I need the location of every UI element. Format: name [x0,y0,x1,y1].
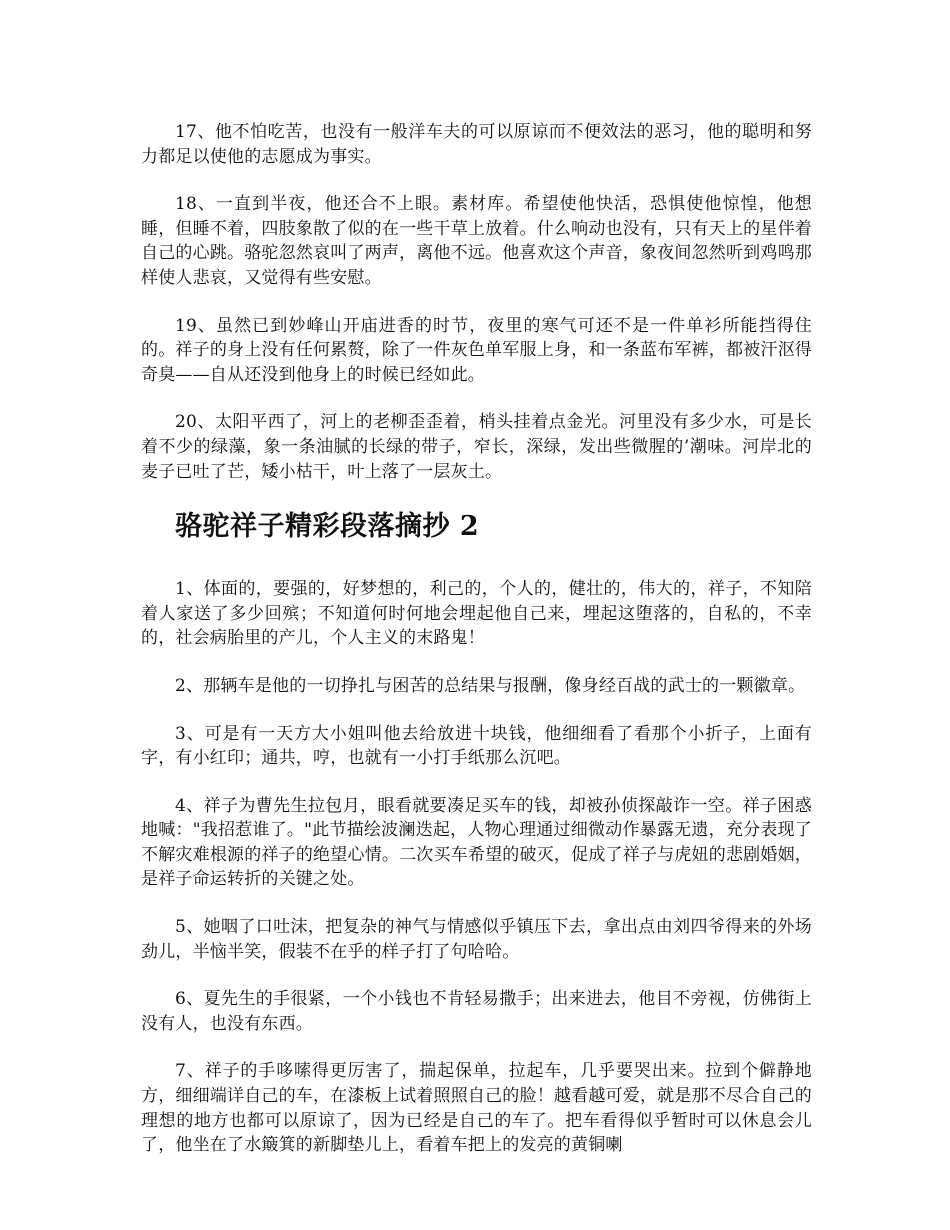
paragraph-18: 18、一直到半夜，他还合不上眼。素材库。希望使他快活，恐惧使他惊惶，他想睡，但睡不着，四肢象散了似的在一些干草上放着。什么响动也没有，只有天上的星伴着自己的心跳。骆驼忽然哀叫了两声，离他不远。他喜欢这个声音，象夜间忽然听到鸡鸣那样使人悲哀，又觉得有些安慰。 [141,194,812,288]
paragraph-3: 3、可是有一天方大小姐叫他去给放进十块钱，他细细看了看那个小折子，上面有字，有小红印；通共，哼，也就有一小打手纸那么沉吧。 [141,723,812,769]
paragraph-19: 19、虽然已到妙峰山开庙进香的时节，夜里的寒气可还不是一件单衫所能挡得住的。祥子的身上没有任何累赘，除了一件灰色单军服上身，和一条蓝布军裤，都被汗沤得奇臭——自从还没到他身上的时候已经如此。 [141,315,812,385]
document-body [141,120,812,1181]
paragraph-4: 4、祥子为曹先生拉包月，眼看就要凑足买车的钱，却被孙侦探敲诈一空。祥子困惑地喊："我招惹谁了。"此节描绘波澜迭起，人物心理通过细微动作暴露无遗，充分表现了不解灾难根源的祥子的绝望心情。二次买车希望的破灭，促成了祥子与虎妞的悲剧婚姻，是祥子命运转折的关键之处。 [141,795,812,890]
paragraph-5: 5、她咽了口吐沫，把复杂的神气与情感似乎镇压下去，拿出点由刘四爷得来的外场劲儿，半恼半笑，假装不在乎的样子打了句哈哈。 [141,917,812,962]
section-heading: 骆驼祥子精彩段落摘抄 2 [175,511,480,543]
paragraph-1: 1、体面的，要强的，好梦想的，利己的，个人的，健壮的，伟大的，祥子，不知陪着人家送了多少回殡；不知道何时何地会埋起他自己来，埋起这堕落的，自私的，不幸的，社会病胎里的产儿，个人主义的末路鬼！ [141,579,812,649]
paragraph-20: 20、太阳平西了，河上的老柳歪歪着，梢头挂着点金光。河里没有多少水，可是长着不少的绿藻，象一条油腻的长绿的带子，窄长，深绿，发出些微腥的’潮味。河岸北的麦子已吐了芒，矮小枯干，叶上落了一层灰土。 [141,412,812,482]
paragraph-7: 7、祥子的手哆嗦得更厉害了，揣起保单，拉起车，几乎要哭出来。拉到个僻静地方，细细端详自己的车，在漆板上试着照照自己的脸！越看越可爱，就是那不尽合自己的理想的地方也都可以原谅了，因为已经是自己的车了。把车看得似乎暂时可以休息会儿了，他坐在了水簸箕的新脚垫儿上，看着车把上的发亮的黄铜喇 [141,1061,812,1156]
paragraph-6: 6、夏先生的手很紧，一个小钱也不肯轻易撒手；出来进去，他目不旁视，仿佛街上没有人，也没有东西。 [141,989,812,1034]
paragraph-2: 2、那辆车是他的一切挣扎与困苦的总结果与报酬，像身经百战的武士的一颗徽章。 [175,675,806,696]
paragraph-17: 17、他不怕吃苦，也没有一般洋车夫的可以原谅而不便效法的恶习，他的聪明和努力都足以使他的志愿成为事实。 [141,122,812,167]
